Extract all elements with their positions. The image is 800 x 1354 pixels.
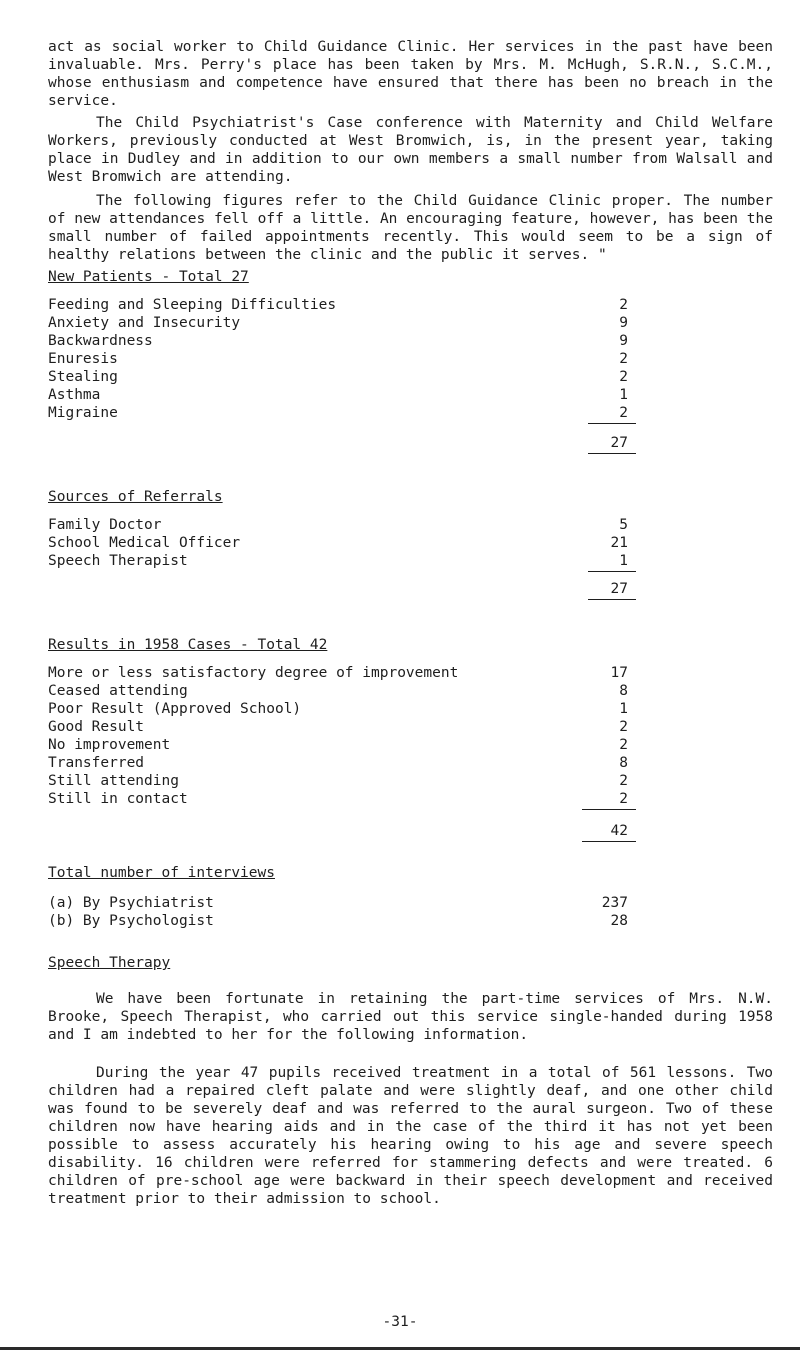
table-row [48,534,628,552]
table-row [48,754,628,772]
row-value: 1 [619,701,628,717]
row-label: More or less satisfactory degree of improvement [48,665,459,681]
total-value: 42 [610,823,628,839]
row-value: 8 [619,683,628,699]
table-row [48,682,628,700]
row-value: 2 [619,773,628,789]
table-row [48,894,628,912]
row-value: 28 [610,913,628,929]
total-value: 27 [610,435,628,451]
row-value: 237 [601,895,628,911]
row-value: 1 [619,553,628,569]
row-value: 2 [619,737,628,753]
row-value: 9 [619,315,628,331]
table-row [48,368,628,386]
row-label: Still attending [48,773,179,789]
row-label: Speech Therapist [48,553,188,569]
table-row [48,718,628,736]
intro-paragraph-1: act as social worker to Child Guidance Clinic. Her services in the past have been invaluable. Mrs. Perry's place has been taken by Mrs. M. McHugh, S.R.N., S.C.M., whose enthusiasm and competence have ensured that there has been no breach in the service. [48,39,773,109]
table-row [48,296,628,314]
row-value: 2 [619,297,628,313]
table-row [48,790,628,808]
row-value: 5 [619,517,628,533]
intro-paragraph-2: The Child Psychiatrist's Case conference with Maternity and Child Welfare Workers, previously conducted at West Bromwich, is, in the present year, taking place in Dudley and in addition to our own members a small number from Walsall and West Bromwich are attending. [48,115,773,185]
row-label: (b) By Psychologist [48,913,214,929]
total-underline [582,841,636,842]
table-row [48,700,628,718]
row-label: No improvement [48,737,171,753]
row-value: 9 [619,333,628,349]
row-value: 2 [619,369,628,385]
row-value: 21 [610,535,628,551]
sum-rule [588,571,636,572]
row-label: Migraine [48,405,118,421]
row-value: 2 [619,791,628,807]
speech-paragraph-2: During the year 47 pupils received treatment in a total of 561 lessons. Two children had a repaired cleft palate and were slightly deaf, and one other child was found to be severely deaf and was referred to the aural surgeon. Two of these children now have hearing aids and in the case of the third it has not yet been possible to assess accurately his hearing owing to his age and severe speech disability. 16 children were referred for stammering defects and were treated. 6 children of pre-school age were backward in their speech development and received treatment prior to their admission to school. [48,1065,773,1207]
sum-rule [588,423,636,424]
row-label: Ceased attending [48,683,188,699]
page-number: -31- [382,1314,418,1330]
interviews-heading: Total number of interviews [48,865,275,881]
row-label: School Medical Officer [48,535,241,551]
row-label: Asthma [48,387,101,403]
row-label: Good Result [48,719,145,735]
row-label: Still in contact [48,791,188,807]
table-row [48,552,628,570]
sum-rule [582,809,636,810]
table-row [48,314,628,332]
total-row [48,580,628,600]
table-row [48,404,628,422]
row-label: Backwardness [48,333,153,349]
row-value: 2 [619,405,628,421]
table-row [48,664,628,682]
total-underline [588,599,636,600]
total-row [48,434,628,454]
row-label: Anxiety and Insecurity [48,315,241,331]
row-label: Poor Result (Approved School) [48,701,302,717]
row-label: Stealing [48,369,118,385]
row-value: 17 [610,665,628,681]
row-value: 2 [619,719,628,735]
speech-paragraph-1: We have been fortunate in retaining the part-time services of Mrs. N.W. Brooke, Speech Therapist, who carried out this service single-handed during 1958 and I am indebted to her for the following information. [48,991,773,1043]
table-row [48,332,628,350]
row-label: Family Doctor [48,517,162,533]
table-row [48,350,628,368]
table-row [48,912,628,930]
total-row [48,822,628,842]
row-value: 2 [619,351,628,367]
row-label: (a) By Psychiatrist [48,895,214,911]
speech-therapy-heading: Speech Therapy [48,955,171,971]
table-row [48,516,628,534]
row-value: 8 [619,755,628,771]
intro-paragraph-3: The following figures refer to the Child Guidance Clinic proper. The number of new attendances fell off a little. An encouraging feature, however, has been the small number of failed appointments recently. This would seem to be a sign of healthy relations between the clinic and the public it serves. " [48,193,773,263]
table-row [48,386,628,404]
row-label: Transferred [48,755,145,771]
row-label: Feeding and Sleeping Difficulties [48,297,337,313]
referrals-heading: Sources of Referrals [48,489,223,505]
total-underline [588,453,636,454]
total-value: 27 [610,581,628,597]
results-heading: Results in 1958 Cases - Total 42 [48,637,328,653]
row-value: 1 [619,387,628,403]
table-row [48,736,628,754]
new-patients-heading: New Patients - Total 27 [48,269,249,285]
row-label: Enuresis [48,351,118,367]
table-row [48,772,628,790]
scan-edge-line [0,1347,800,1350]
